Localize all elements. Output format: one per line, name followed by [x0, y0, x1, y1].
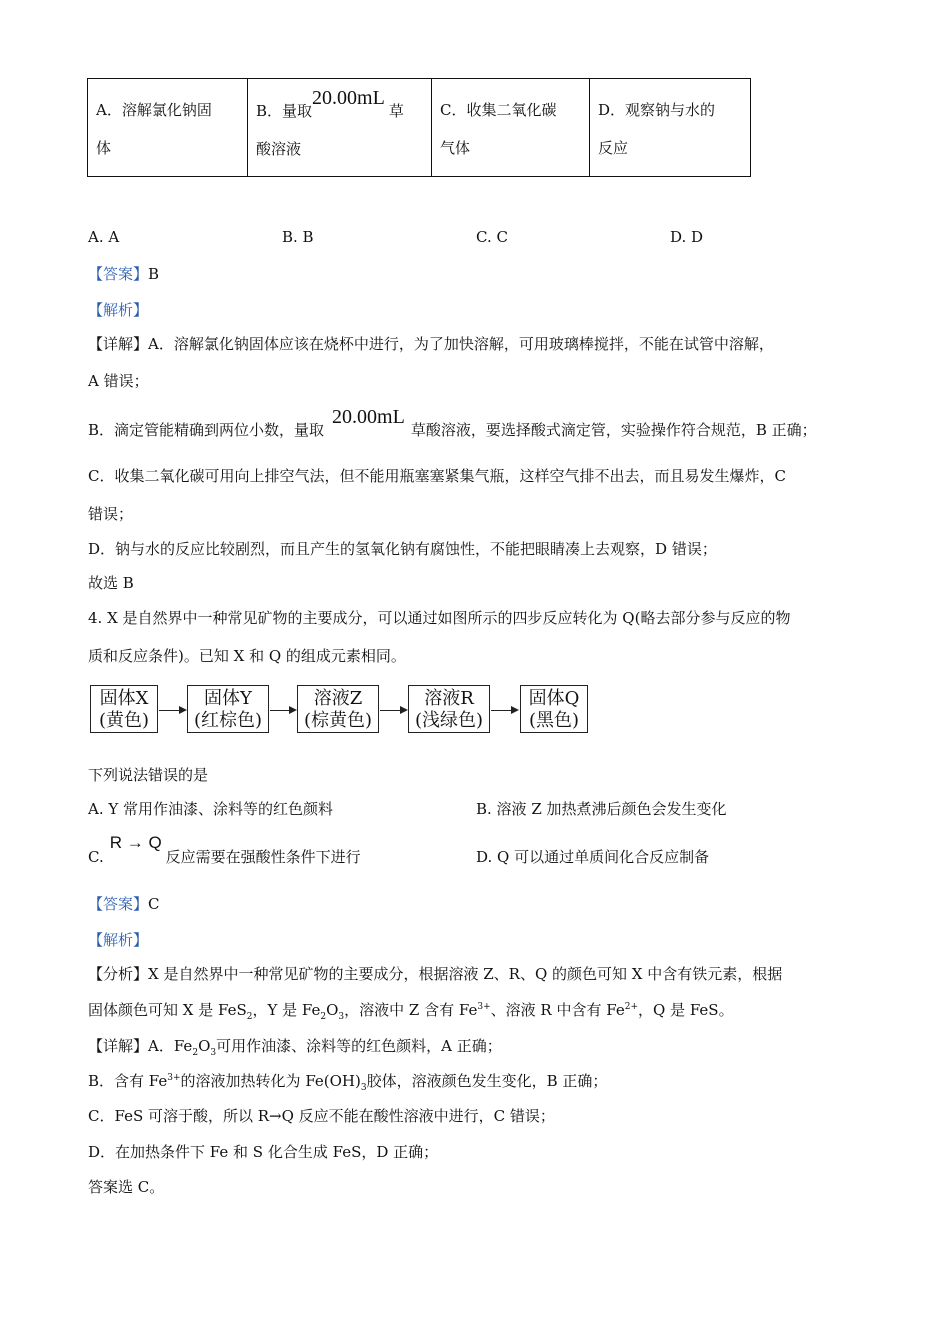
detail-seg: B．含有 Fe [88, 1072, 168, 1090]
flow-box-q [520, 685, 588, 733]
subscript: 2 [246, 1012, 253, 1022]
analysis-seg: 固体颜色可知 X 是 FeS [88, 1001, 247, 1019]
q3-answer [88, 263, 159, 284]
table-cell-a [88, 79, 248, 177]
q4-answer [88, 893, 160, 914]
detail-b-pre: B．滴定管能精确到两位小数，量取 [88, 421, 325, 439]
detail-seg: 可用作油漆、涂料等的红色颜料，A 正确； [216, 1037, 502, 1055]
cell-d-line1: D．观察钠与水的 [598, 101, 716, 119]
detail-tag: 【详解】 [88, 1037, 149, 1055]
q3-detail-a-line2: A 错误； [88, 372, 149, 390]
cell-c-line1: C．收集二氧化碳 [440, 101, 557, 119]
q3-choice-b[interactable]: B. B [282, 228, 314, 246]
q4-analysis-line2 [88, 999, 734, 1022]
detail-seg: 胶体，溶液颜色发生变化，B 正确； [366, 1072, 608, 1090]
flow-box-y-color: (红棕色) [193, 710, 263, 731]
cell-b-amount: 20.00mL [312, 87, 385, 109]
q3-detail-d: D．钠与水的反应比较剧烈，而且产生的氢氧化钠有腐蚀性，不能把眼睛凑上去观察，D 错误； [88, 540, 717, 558]
detail-seg: A．Fe [148, 1037, 193, 1055]
q3-detail-b [88, 406, 817, 441]
options-table [87, 78, 751, 177]
q4-analysis-line1 [88, 963, 782, 984]
analysis-seg: ，Q 是 FeS。 [638, 1001, 734, 1019]
flow-box-x [90, 685, 158, 733]
cell-a-line2: 体 [96, 139, 112, 157]
option-c-formula: R → Q [109, 833, 162, 852]
flow-box-x-name: 固体X [99, 688, 149, 709]
flow-box-z [297, 685, 379, 733]
detail-tag: 【详解】 [88, 335, 149, 353]
cell-a-line1: A．溶解氯化钠固 [96, 101, 212, 119]
q4-stem-line1: 4. X 是自然界中一种常见矿物的主要成分，可以通过如图所示的四步反应转化为 Q(略去部分参与反应的物 [88, 609, 791, 627]
flow-box-q-name: 固体Q [528, 688, 580, 709]
q4-option-b[interactable]: B. 溶液 Z 加热煮沸后颜色会发生变化 [476, 800, 727, 818]
superscript: 3+ [167, 1073, 181, 1083]
analysis-seg: ，溶液中 Z 含有 Fe [344, 1001, 478, 1019]
subscript: 3 [210, 1048, 217, 1058]
q4-analysis-tag: 【解析】 [88, 931, 149, 949]
subscript: 3 [360, 1083, 367, 1093]
cell-c-line2: 气体 [440, 139, 471, 157]
q4-detail-a [88, 1035, 502, 1058]
subscript: 2 [320, 1012, 327, 1022]
detail-seg: O [198, 1037, 211, 1055]
option-c-label: C. [88, 848, 104, 866]
table-cell-b [248, 79, 432, 177]
q4-conclusion: 答案选 C。 [88, 1178, 165, 1196]
q4-option-a[interactable]: A. Y 常用作油漆、涂料等的红色颜料 [88, 800, 334, 818]
q3-conclusion: 故选 B [88, 574, 134, 592]
subscript: 2 [192, 1048, 199, 1058]
flow-box-y-name: 固体Y [204, 688, 252, 709]
flow-arrow-4 [491, 710, 517, 711]
table-cell-c [432, 79, 590, 177]
flow-arrow-2 [270, 710, 295, 711]
analysis-seg: O [326, 1001, 339, 1019]
table-cell-d [590, 79, 751, 177]
answer-tag: 【答案】 [88, 895, 149, 913]
q4-stem-line2: 质和反应条件)。已知 X 和 Q 的组成元素相同。 [88, 647, 406, 665]
flow-box-z-name: 溶液Z [313, 688, 363, 709]
flow-box-z-color: (棕黄色) [303, 710, 373, 731]
answer-value: C [148, 895, 160, 913]
flow-box-x-color: (黄色) [98, 710, 150, 731]
detail-b-amount: 20.00mL [332, 406, 405, 428]
q3-choice-d[interactable]: D. D [670, 228, 704, 246]
cell-b-line2: 酸溶液 [256, 140, 302, 158]
q4-detail-d: D．在加热条件下 Fe 和 S 化合生成 FeS，D 正确； [88, 1143, 439, 1161]
detail-b-post: 草酸溶液，要选择酸式滴定管，实验操作符合规范，B 正确； [410, 421, 817, 439]
flow-box-q-color: (黑色) [528, 710, 580, 731]
detail-seg: 的溶液加热转化为 Fe(OH) [180, 1072, 361, 1090]
q4-detail-b [88, 1070, 607, 1093]
q3-detail-c-line2: 错误； [88, 505, 134, 523]
q4-option-c[interactable] [88, 833, 361, 867]
q4-option-d[interactable]: D. Q 可以通过单质间化合反应制备 [476, 848, 710, 866]
q3-choice-a[interactable]: A. A [88, 228, 120, 246]
flow-box-r-name: 溶液R [424, 688, 474, 709]
flow-box-r [408, 685, 490, 733]
subscript: 3 [338, 1012, 345, 1022]
q4-detail-c: C．FeS 可溶于酸，所以 R→Q 反应不能在酸性溶液中进行，C 错误； [88, 1107, 555, 1125]
flow-arrow-1 [159, 710, 185, 711]
superscript: 3+ [477, 1002, 491, 1012]
flow-box-r-color: (浅绿色) [414, 710, 484, 731]
superscript: 2+ [624, 1002, 638, 1012]
q3-choice-c[interactable]: C. C [476, 228, 508, 246]
q3-analysis-tag: 【解析】 [88, 301, 149, 319]
q3-detail-c-line1: C．收集二氧化碳可用向上排空气法，但不能用瓶塞塞紧集气瓶，这样空气排不出去，而且易发生爆炸，C [88, 467, 786, 485]
analysis-seg: 、溶液 R 中含有 Fe [490, 1001, 625, 1019]
answer-tag: 【答案】 [88, 265, 149, 283]
cell-b-after: 草 [388, 102, 404, 120]
q3-detail-a-line1 [88, 333, 774, 354]
flow-box-y [187, 685, 269, 733]
q4-prompt: 下列说法错误的是 [88, 766, 209, 784]
answer-value: B [148, 265, 160, 283]
option-c-text: 反应需要在强酸性条件下进行 [165, 848, 361, 866]
detail-a-text: A．溶解氯化钠固体应该在烧杯中进行，为了加快溶解，可用玻璃棒搅拌，不能在试管中溶解， [148, 335, 774, 353]
analysis-seg: ，Y 是 Fe [252, 1001, 321, 1019]
cell-b-prefix: B．量取 [256, 102, 313, 120]
flow-arrow-3 [380, 710, 406, 711]
analysis-head: 【分析】 [88, 965, 149, 983]
cell-d-line2: 反应 [598, 139, 629, 157]
analysis-text-1: X 是自然界中一种常见矿物的主要成分，根据溶液 Z、R、Q 的颜色可知 X 中含有铁元素，根据 [148, 965, 783, 983]
